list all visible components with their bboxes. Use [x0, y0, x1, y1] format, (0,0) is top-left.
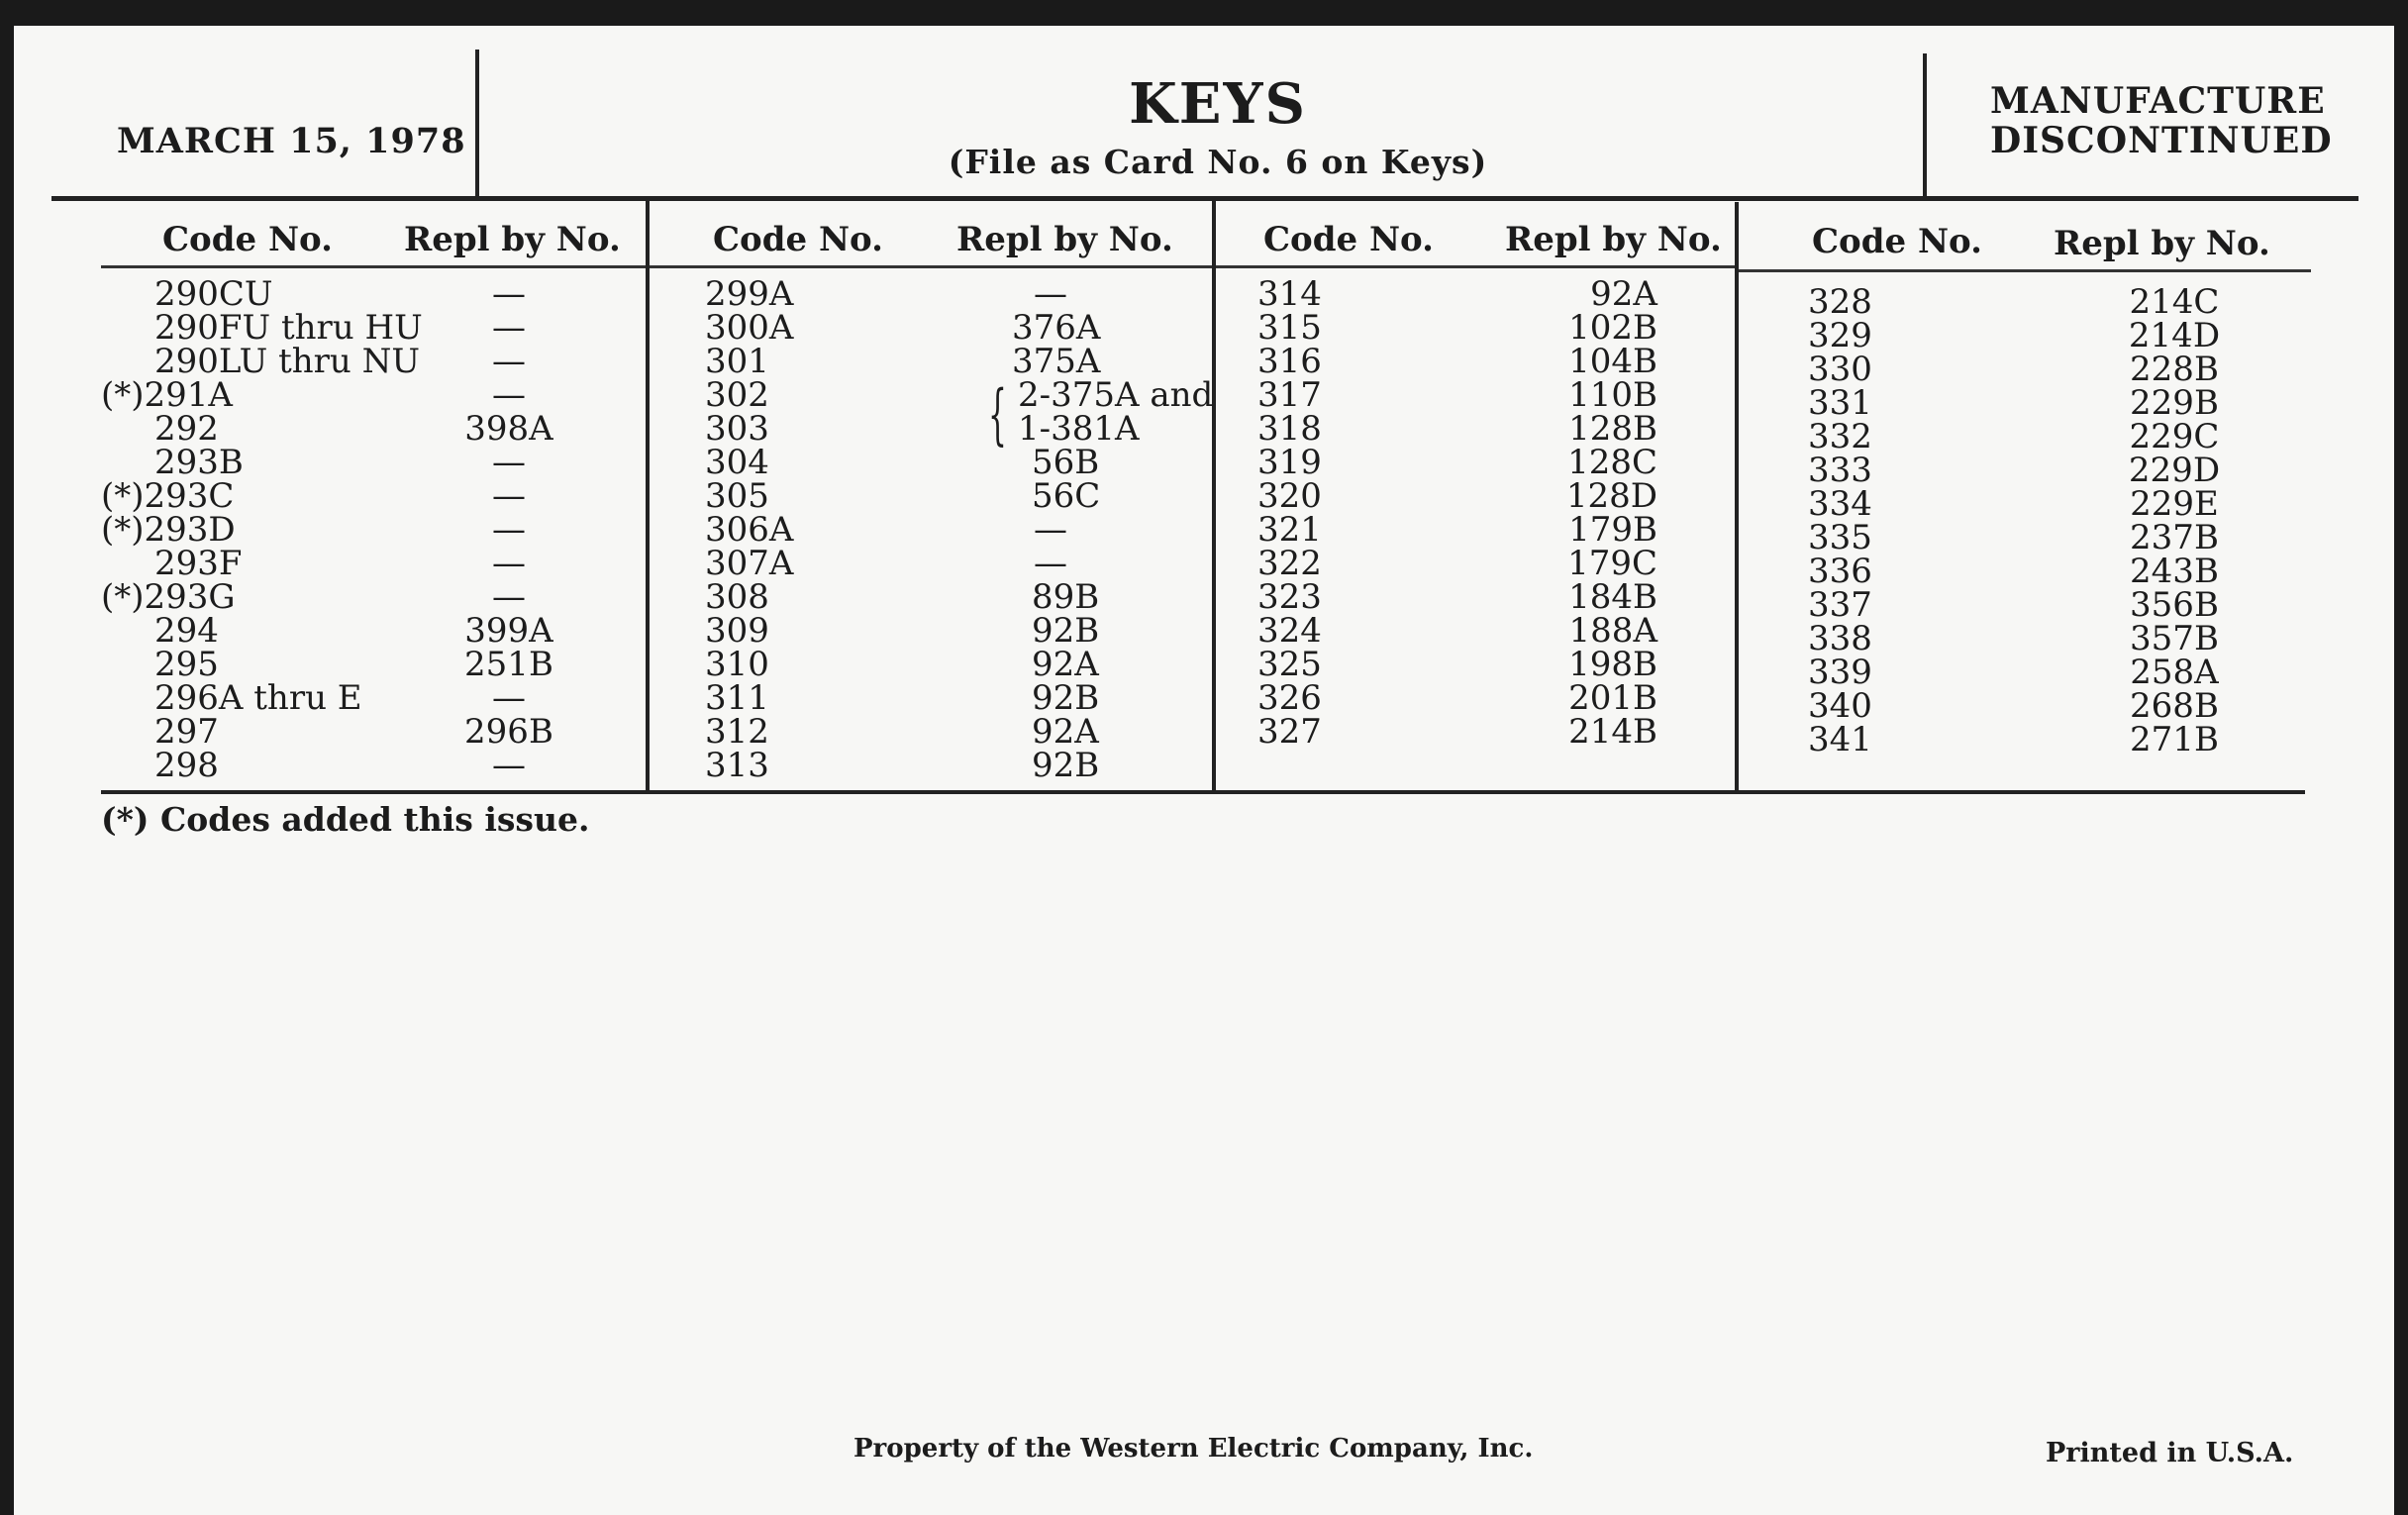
list-item: —: [1034, 544, 1067, 583]
code-header-1: Code No.: [162, 220, 333, 259]
list-item: 201B: [1568, 678, 1657, 718]
list-item: 310: [705, 645, 769, 684]
list-item: 328: [1808, 282, 1872, 322]
repls-column-1: [440, 274, 578, 785]
list-item: 56C: [1032, 476, 1101, 516]
list-item: 322: [1257, 544, 1322, 583]
column-divider-1: [646, 200, 650, 794]
list-item: —: [492, 375, 526, 415]
list-item: 290LU thru NU: [154, 342, 420, 381]
list-item: 399A: [464, 611, 553, 651]
list-item: —: [1034, 510, 1067, 550]
list-item: —: [492, 443, 526, 482]
list-item: 294: [154, 611, 219, 651]
list-item: 312: [705, 712, 769, 752]
list-item: 356B: [2130, 585, 2219, 625]
list-item: 229C: [2129, 417, 2220, 456]
list-item: 295: [154, 645, 219, 684]
list-item: 376A: [1012, 308, 1101, 348]
list-item: 324: [1257, 611, 1322, 651]
list-item: 306A: [705, 510, 794, 550]
list-item: —: [492, 678, 526, 718]
list-item: 339: [1808, 653, 1872, 692]
status-line-2: DISCONTINUED: [1990, 120, 2333, 161]
list-item: 296A thru E: [154, 678, 362, 718]
list-item: 92B: [1032, 746, 1100, 785]
list-item: 92A: [1032, 645, 1099, 684]
list-item: 332: [1808, 417, 1872, 456]
list-item: 179B: [1568, 510, 1657, 550]
list-item: 251B: [464, 645, 553, 684]
header-divider-right: [1923, 53, 1927, 198]
list-item: 2-375A and: [1018, 375, 1214, 415]
repls-column-3: [1519, 274, 1657, 752]
list-item: 92A: [1032, 712, 1099, 752]
list-item: 229B: [2130, 383, 2219, 423]
list-item: 327: [1257, 712, 1322, 752]
list-item: 214C: [2129, 282, 2220, 322]
repl-header-3: Repl by No.: [1505, 220, 1722, 259]
list-item: 315: [1257, 308, 1322, 348]
list-item: —: [1034, 274, 1067, 314]
list-item: —: [492, 342, 526, 381]
list-item: —: [492, 308, 526, 348]
list-item: (*)293C: [101, 476, 235, 516]
list-item: 102B: [1568, 308, 1657, 348]
header-underline-2: [650, 265, 1212, 268]
list-item: —: [492, 476, 526, 516]
list-item: 330: [1808, 350, 1872, 389]
list-item: 292: [154, 409, 219, 449]
page-subtitle: (File as Card No. 6 on Keys): [948, 143, 1488, 181]
list-item: 307A: [705, 544, 794, 583]
list-item: 301: [705, 342, 769, 381]
list-item: 229E: [2130, 484, 2219, 524]
list-item: 198B: [1568, 645, 1657, 684]
list-item: 316: [1257, 342, 1322, 381]
header-divider-left: [475, 50, 479, 198]
list-item: —: [492, 274, 526, 314]
footnote: (*) Codes added this issue.: [101, 800, 590, 839]
list-item: 128D: [1565, 476, 1657, 516]
list-item: 293B: [154, 443, 244, 482]
list-item: 334: [1808, 484, 1872, 524]
list-item: 338: [1808, 619, 1872, 658]
list-item: 110B: [1568, 375, 1657, 415]
list-item: 337: [1808, 585, 1872, 625]
list-item: 298: [154, 746, 219, 785]
code-header-2: Code No.: [713, 220, 883, 259]
list-item: —: [492, 746, 526, 785]
list-item: (*)293G: [101, 577, 236, 617]
header-underline-3: [1216, 265, 1735, 268]
column-divider-3: [1735, 202, 1739, 794]
list-item: 323: [1257, 577, 1322, 617]
codes-column-3: [1257, 274, 1322, 752]
list-item: 331: [1808, 383, 1872, 423]
status-line-1: MANUFACTURE: [1990, 80, 2326, 122]
header-underline-4: [1739, 269, 2311, 272]
list-item: 314: [1257, 274, 1322, 314]
list-item: 304: [705, 443, 769, 482]
list-item: 89B: [1032, 577, 1100, 617]
repl-header-4: Repl by No.: [2054, 224, 2270, 263]
list-item: 325: [1257, 645, 1322, 684]
list-item: 375A: [1012, 342, 1101, 381]
status-block: [1990, 81, 2333, 160]
code-header-4: Code No.: [1812, 222, 1982, 261]
repls-column-4: [2105, 282, 2244, 759]
list-item: 336: [1808, 552, 1872, 591]
list-item: 290FU thru HU: [154, 308, 423, 348]
list-item: 104B: [1568, 342, 1657, 381]
list-item: 318: [1257, 409, 1322, 449]
list-item: 321: [1257, 510, 1322, 550]
list-item: 341: [1808, 720, 1872, 759]
property-notice: Property of the Western Electric Company, Inc.: [853, 1434, 1534, 1464]
list-item: 308: [705, 577, 769, 617]
list-item: 184B: [1568, 577, 1657, 617]
list-item: 271B: [2130, 720, 2219, 759]
list-item: 92B: [1032, 678, 1100, 718]
list-item: 311: [705, 678, 769, 718]
list-item: 300A: [705, 308, 794, 348]
list-item: 92A: [1590, 274, 1657, 314]
list-item: 293F: [154, 544, 243, 583]
list-item: 128B: [1568, 409, 1657, 449]
list-item: 326: [1257, 678, 1322, 718]
list-item: 333: [1808, 451, 1872, 490]
list-item: 268B: [2130, 686, 2219, 726]
list-item: 237B: [2130, 518, 2219, 557]
list-item: 317: [1257, 375, 1322, 415]
list-item: 305: [705, 476, 769, 516]
list-item: 214B: [1568, 712, 1657, 752]
catalog-card: [14, 26, 2394, 1515]
list-item: 258A: [2130, 653, 2219, 692]
list-item: 128C: [1567, 443, 1657, 482]
list-item: 214D: [2128, 316, 2221, 355]
printed-notice: Printed in U.S.A.: [2046, 1438, 2294, 1468]
list-item: 188A: [1568, 611, 1657, 651]
list-item: 228B: [2130, 350, 2219, 389]
list-item: 303: [705, 409, 769, 449]
list-item: 297: [154, 712, 219, 752]
list-item: 56B: [1032, 443, 1100, 482]
list-item: 299A: [705, 274, 794, 314]
list-item: 357B: [2130, 619, 2219, 658]
list-item: 290CU: [154, 274, 273, 314]
list-item: 296B: [464, 712, 553, 752]
list-item: 329: [1808, 316, 1872, 355]
list-item: 309: [705, 611, 769, 651]
list-item: —: [492, 577, 526, 617]
repl-header-1: Repl by No.: [404, 220, 621, 259]
list-item: 320: [1257, 476, 1322, 516]
code-header-3: Code No.: [1263, 220, 1434, 259]
codes-column-2: [705, 274, 794, 785]
issue-date: MARCH 15, 1978: [117, 121, 466, 161]
list-item: 92B: [1032, 611, 1100, 651]
list-item: 1-381A: [1018, 409, 1140, 449]
list-item: —: [492, 510, 526, 550]
list-item: —: [492, 544, 526, 583]
list-item: 313: [705, 746, 769, 785]
list-item: 179C: [1567, 544, 1657, 583]
list-item: 243B: [2130, 552, 2219, 591]
page-title: KEYS: [1129, 71, 1307, 137]
list-item: (*)293D: [101, 510, 236, 550]
repl-header-2: Repl by No.: [956, 220, 1173, 259]
list-item: 229D: [2128, 451, 2221, 490]
codes-column-1: [101, 274, 423, 785]
list-item: 335: [1808, 518, 1872, 557]
table-bottom-rule: [101, 790, 2305, 794]
header-rule: [51, 196, 2358, 201]
list-item: (*)291A: [101, 375, 233, 415]
list-item: 398A: [464, 409, 553, 449]
list-item: 302: [705, 375, 769, 415]
brace-icon: {: [988, 376, 1007, 453]
repls-column-2: [1000, 274, 1214, 785]
codes-column-4: [1808, 282, 1872, 759]
header-underline-1: [101, 265, 646, 268]
title-block: [495, 71, 1941, 181]
list-item: 340: [1808, 686, 1872, 726]
list-item: 319: [1257, 443, 1322, 482]
